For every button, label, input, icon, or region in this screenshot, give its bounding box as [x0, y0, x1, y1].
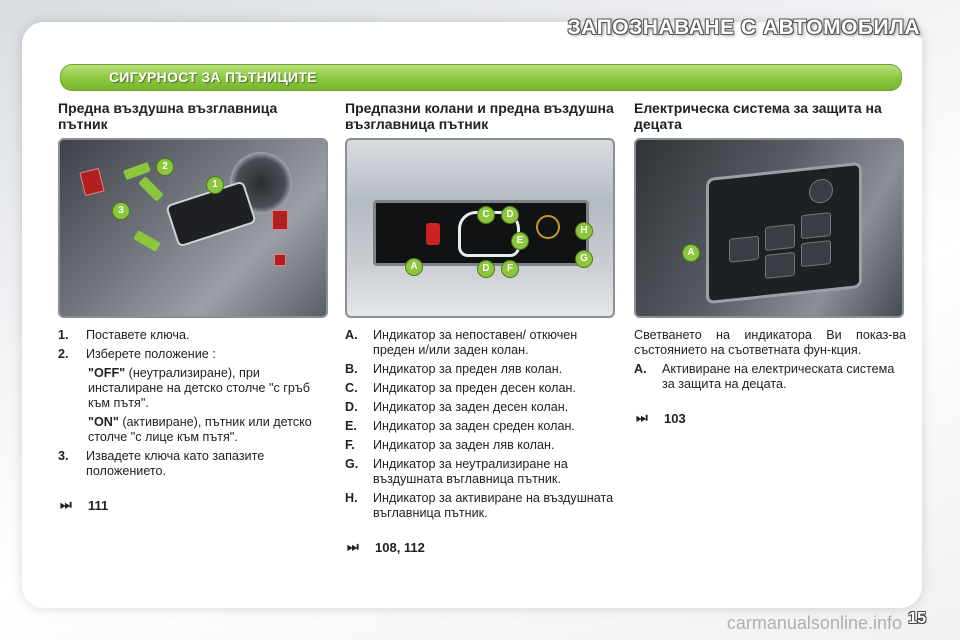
page-title: ЗАПОЗНАВАНЕ С АВТОМОБИЛА	[567, 16, 920, 39]
photo-callout: F	[501, 260, 519, 278]
list-item	[345, 419, 617, 434]
item-label: G.	[345, 457, 359, 471]
page-reference	[345, 539, 617, 555]
airbag-off-icon	[536, 215, 560, 239]
photo-callout: H	[575, 222, 593, 240]
item-label: H.	[345, 491, 358, 505]
column-passenger-airbag	[58, 100, 330, 513]
list-item	[58, 449, 330, 479]
item-label: A.	[345, 328, 358, 342]
column-heading: Електрическа система за защита на децата	[634, 100, 882, 132]
page-ref-number: 111	[88, 497, 109, 513]
photo-callout: 2	[156, 158, 174, 176]
photo-callout: A	[682, 244, 700, 262]
item-label: C.	[345, 381, 358, 395]
watermark-text: carmanualsonline.info	[726, 613, 902, 633]
airbag-indicator-graphic	[272, 210, 288, 230]
item-label: 3.	[58, 449, 69, 463]
mirror-control-graphic	[809, 178, 833, 205]
airbag-indicator-graphic	[274, 254, 286, 266]
list-item	[345, 457, 617, 487]
item-text: Индикатор за преден ляв колан.	[373, 362, 563, 376]
option-on	[58, 415, 330, 445]
list-item	[345, 328, 617, 358]
photo-callout: D	[501, 206, 519, 224]
section-bar	[60, 64, 902, 91]
item-text: Активиране на електрическата система за защита на децата.	[662, 362, 895, 391]
option-key: "OFF"	[88, 366, 126, 380]
list-item	[58, 328, 330, 343]
item-text: Индикатор за непоставен/ откючен преден и/или заден колан.	[373, 328, 578, 357]
item-text: Индикатор за заден среден колан.	[373, 419, 575, 433]
list-item	[58, 347, 330, 362]
page-reference	[58, 497, 330, 513]
list-item	[345, 381, 617, 396]
photo-callout: 3	[112, 202, 130, 220]
indicator-list	[345, 328, 617, 521]
page-ref-number: 108, 112	[375, 539, 425, 555]
door-switch-panel-photo	[634, 138, 904, 318]
column-heading: Предпазни колани и предна въздушна възглавница пътник	[345, 100, 614, 132]
list-item	[345, 491, 617, 521]
section-title: СИГУРНОСТ ЗА ПЪТНИЦИТЕ	[109, 69, 317, 85]
item-label: 1.	[58, 328, 69, 342]
item-label: 2.	[58, 347, 69, 361]
photo-callout: D	[477, 260, 495, 278]
item-label: B.	[345, 362, 358, 376]
option-off	[58, 366, 330, 411]
option-key: "ON"	[88, 415, 119, 429]
item-text: Индикатор за преден десен колан.	[373, 381, 576, 395]
photo-callout: E	[511, 232, 529, 250]
option-text: (неутрализиране), при инсталиране на детско столче "с гръб към пътя".	[88, 366, 310, 410]
window-switch-graphic	[729, 236, 759, 263]
window-switch-graphic	[801, 240, 831, 267]
item-text: Поставете ключа.	[86, 328, 190, 342]
item-text: Изберете положение :	[86, 347, 216, 361]
list-item	[345, 438, 617, 453]
photo-callout: 1	[206, 176, 224, 194]
photo-callout: G	[575, 250, 593, 268]
column-heading: Предна въздушна възглавница пътник	[58, 100, 278, 132]
indicator-panel-photo	[345, 138, 615, 318]
list-item	[345, 400, 617, 415]
item-text: Индикатор за неутрализиране на въздушната въглавница пътник.	[373, 457, 568, 486]
column-child-safety	[634, 100, 906, 426]
item-text: Индикатор за активиране на въздушната въглавница пътник.	[373, 491, 614, 520]
photo-callout: A	[405, 258, 423, 276]
list-item	[345, 362, 617, 377]
seatbelt-warning-icon	[426, 223, 440, 245]
item-label: A.	[634, 362, 647, 376]
item-label: E.	[345, 419, 357, 433]
page-number: 15	[908, 610, 926, 627]
item-label: F.	[345, 438, 355, 452]
indicator-list	[634, 362, 906, 392]
description-text: Светването на индикатора Ви показ-ва състоянието на съответната фун-кция.	[634, 328, 906, 357]
item-text: Индикатор за заден десен колан.	[373, 400, 569, 414]
arrow-icon	[138, 176, 163, 201]
switch-detail-graphic	[79, 168, 104, 196]
item-text: Индикатор за заден ляв колан.	[373, 438, 555, 452]
option-text: (активиране), пътник или детско столче "с лице към пътя".	[88, 415, 312, 444]
page-ref-icon: ⏭	[636, 410, 648, 425]
list-item	[634, 362, 906, 392]
page-ref-number: 103	[664, 410, 686, 426]
window-switch-graphic	[801, 212, 831, 239]
instruction-list	[58, 328, 330, 479]
page-ref-icon: ⏭	[347, 539, 359, 554]
photo-callout: C	[477, 206, 495, 224]
airbag-key-switch-photo	[58, 138, 328, 318]
arrow-icon	[133, 230, 161, 252]
item-text: Извадете ключа като запазите положението.	[86, 449, 265, 478]
page-ref-icon: ⏭	[60, 497, 72, 512]
window-switch-graphic	[765, 252, 795, 279]
window-switch-graphic	[765, 224, 795, 251]
item-label: D.	[345, 400, 358, 414]
window-switch-panel-graphic	[706, 162, 862, 304]
column-seatbelts-airbag	[345, 100, 617, 555]
page-reference	[634, 410, 906, 426]
